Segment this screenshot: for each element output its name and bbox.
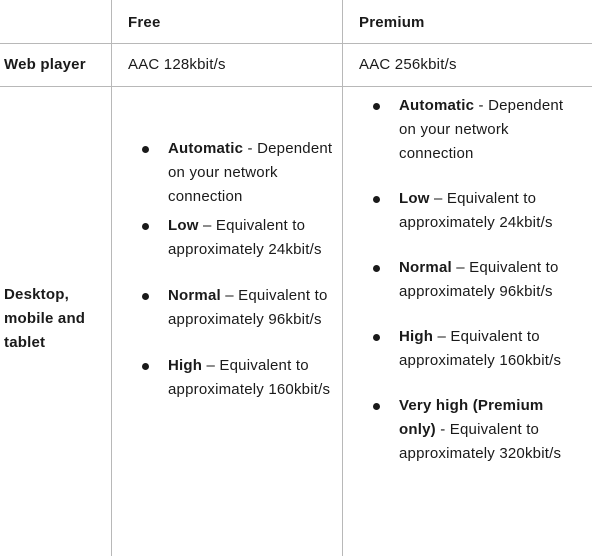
quality-desc: - Dependent on your network connection bbox=[399, 97, 564, 162]
free-quality-list bbox=[140, 137, 336, 402]
list-item bbox=[140, 354, 336, 402]
quality-desc: – Equivalent to approximately 160kbit/s bbox=[168, 357, 331, 398]
quality-desc: – Equivalent to approximately 24kbit/s bbox=[168, 217, 322, 258]
quality-name: Low bbox=[168, 217, 199, 234]
header-premium: Premium bbox=[359, 14, 425, 31]
quality-desc: – Equivalent to approximately 96kbit/s bbox=[168, 287, 328, 328]
quality-name: High bbox=[168, 357, 203, 374]
row-label-line: mobile and bbox=[4, 310, 86, 327]
quality-name: Normal bbox=[399, 259, 452, 276]
list-item bbox=[140, 284, 336, 332]
row-label-line: tablet bbox=[4, 334, 46, 351]
list-item bbox=[371, 187, 581, 235]
quality-name: Low bbox=[399, 190, 430, 207]
column-divider bbox=[111, 0, 112, 556]
list-item bbox=[140, 137, 336, 209]
row-label-web-player: Web player bbox=[4, 56, 86, 73]
list-item bbox=[371, 256, 581, 304]
premium-quality-list bbox=[371, 94, 581, 466]
column-divider bbox=[342, 0, 343, 556]
quality-desc: - Equivalent to approximately 320kbit/s bbox=[399, 421, 562, 462]
list-item bbox=[371, 325, 581, 373]
quality-name: Automatic bbox=[399, 97, 475, 114]
row-divider bbox=[0, 43, 592, 44]
quality-name: Very high (Premium only) bbox=[399, 397, 544, 438]
row-label-desktop bbox=[4, 283, 104, 355]
quality-name: Normal bbox=[168, 287, 221, 304]
quality-desc: - Dependent on your network connection bbox=[168, 140, 333, 205]
row-divider bbox=[0, 86, 592, 87]
list-item bbox=[371, 394, 581, 466]
quality-desc: – Equivalent to approximately 24kbit/s bbox=[399, 190, 553, 231]
list-item bbox=[140, 214, 336, 262]
row-label-line: Desktop, bbox=[4, 286, 69, 303]
web-premium-quality: AAC 256kbit/s bbox=[359, 56, 457, 73]
quality-desc: – Equivalent to approximately 96kbit/s bbox=[399, 259, 559, 300]
quality-name: Automatic bbox=[168, 140, 244, 157]
header-free: Free bbox=[128, 14, 161, 31]
quality-name: High bbox=[399, 328, 434, 345]
web-free-quality: AAC 128kbit/s bbox=[128, 56, 226, 73]
list-item bbox=[371, 94, 581, 166]
quality-desc: – Equivalent to approximately 160kbit/s bbox=[399, 328, 562, 369]
